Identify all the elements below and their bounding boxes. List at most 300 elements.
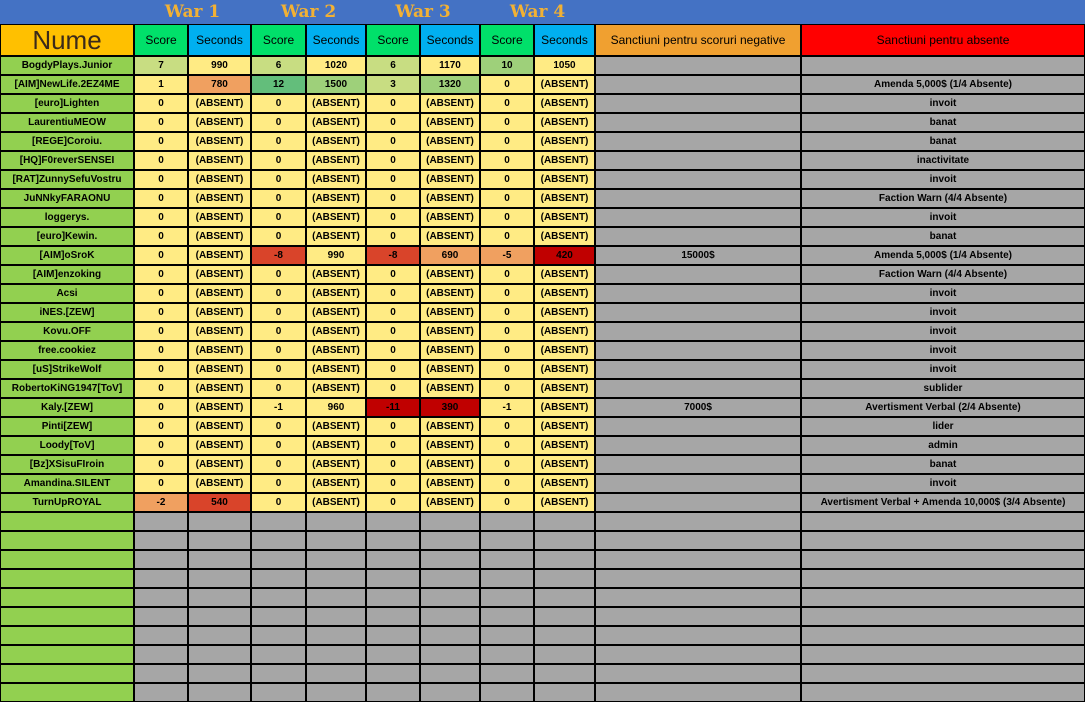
score-cell-war-4[interactable]: 0	[481, 171, 533, 188]
seconds-cell-war-2[interactable]: (ABSENT)	[307, 114, 365, 131]
neg-sanction-cell[interactable]	[596, 57, 800, 74]
abs-sanction-cell[interactable]: lider	[802, 418, 1084, 435]
score-cell-war-4[interactable]: 0	[481, 95, 533, 112]
neg-sanction-cell[interactable]	[596, 152, 800, 169]
score-cell-war-2[interactable]: 0	[252, 114, 305, 131]
empty-cell[interactable]	[535, 608, 594, 625]
empty-cell[interactable]	[135, 608, 187, 625]
empty-cell[interactable]	[252, 513, 305, 530]
seconds-cell-war-4[interactable]: (ABSENT)	[535, 456, 594, 473]
seconds-cell-war-4[interactable]: (ABSENT)	[535, 95, 594, 112]
neg-sanction-cell[interactable]: 15000$	[596, 247, 800, 264]
seconds-cell-war-2[interactable]: (ABSENT)	[307, 342, 365, 359]
empty-cell[interactable]	[802, 589, 1084, 606]
empty-cell[interactable]	[189, 513, 250, 530]
score-cell-war-3[interactable]: 0	[367, 114, 419, 131]
score-cell-war-2[interactable]: 0	[252, 171, 305, 188]
empty-cell[interactable]	[535, 646, 594, 663]
score-cell-war-3[interactable]: 0	[367, 456, 419, 473]
score-cell-war-3[interactable]: 0	[367, 418, 419, 435]
seconds-cell-war-1[interactable]: (ABSENT)	[189, 399, 250, 416]
score-cell-war-3[interactable]: 0	[367, 304, 419, 321]
seconds-cell-war-1[interactable]: (ABSENT)	[189, 152, 250, 169]
empty-cell[interactable]	[189, 665, 250, 682]
player-name[interactable]: loggerys.	[1, 209, 133, 226]
abs-sanction-cell[interactable]: Avertisment Verbal + Amenda 10,000$ (3/4 Absente)	[802, 494, 1084, 511]
score-cell-war-1[interactable]: 0	[135, 133, 187, 150]
score-cell-war-4[interactable]: 0	[481, 228, 533, 245]
header-seconds-war-3[interactable]: Seconds	[421, 25, 479, 55]
seconds-cell-war-1[interactable]: (ABSENT)	[189, 285, 250, 302]
seconds-cell-war-2[interactable]: (ABSENT)	[307, 361, 365, 378]
neg-sanction-cell[interactable]	[596, 437, 800, 454]
neg-sanction-cell[interactable]	[596, 228, 800, 245]
abs-sanction-cell[interactable]: Avertisment Verbal (2/4 Absente)	[802, 399, 1084, 416]
neg-sanction-cell[interactable]	[596, 76, 800, 93]
empty-cell[interactable]	[596, 570, 800, 587]
seconds-cell-war-2[interactable]: 990	[307, 247, 365, 264]
score-cell-war-2[interactable]: 0	[252, 323, 305, 340]
empty-cell[interactable]	[421, 627, 479, 644]
score-cell-war-3[interactable]: 0	[367, 361, 419, 378]
score-cell-war-4[interactable]: 10	[481, 57, 533, 74]
score-cell-war-3[interactable]: -11	[367, 399, 419, 416]
empty-cell[interactable]	[135, 684, 187, 701]
abs-sanction-cell[interactable]: inactivitate	[802, 152, 1084, 169]
empty-cell[interactable]	[802, 627, 1084, 644]
score-cell-war-2[interactable]: 0	[252, 456, 305, 473]
empty-cell[interactable]	[596, 589, 800, 606]
neg-sanction-cell[interactable]	[596, 380, 800, 397]
abs-sanction-cell[interactable]: Faction Warn (4/4 Absente)	[802, 190, 1084, 207]
empty-name-cell[interactable]	[1, 513, 133, 530]
empty-name-cell[interactable]	[1, 684, 133, 701]
score-cell-war-1[interactable]: 0	[135, 190, 187, 207]
seconds-cell-war-1[interactable]: (ABSENT)	[189, 228, 250, 245]
empty-cell[interactable]	[535, 570, 594, 587]
abs-sanction-cell[interactable]: banat	[802, 228, 1084, 245]
seconds-cell-war-2[interactable]: 1020	[307, 57, 365, 74]
empty-cell[interactable]	[367, 532, 419, 549]
empty-cell[interactable]	[307, 627, 365, 644]
score-cell-war-2[interactable]: 0	[252, 380, 305, 397]
seconds-cell-war-4[interactable]: (ABSENT)	[535, 209, 594, 226]
empty-cell[interactable]	[367, 684, 419, 701]
seconds-cell-war-4[interactable]: (ABSENT)	[535, 361, 594, 378]
score-cell-war-1[interactable]: 1	[135, 76, 187, 93]
seconds-cell-war-3[interactable]: (ABSENT)	[421, 494, 479, 511]
empty-cell[interactable]	[135, 646, 187, 663]
score-cell-war-4[interactable]: 0	[481, 418, 533, 435]
seconds-cell-war-4[interactable]: (ABSENT)	[535, 133, 594, 150]
seconds-cell-war-4[interactable]: (ABSENT)	[535, 228, 594, 245]
seconds-cell-war-4[interactable]: (ABSENT)	[535, 304, 594, 321]
score-cell-war-1[interactable]: 0	[135, 247, 187, 264]
empty-name-cell[interactable]	[1, 551, 133, 568]
abs-sanction-cell[interactable]: Amenda 5,000$ (1/4 Absente)	[802, 247, 1084, 264]
empty-cell[interactable]	[802, 665, 1084, 682]
player-name[interactable]: [uS]StrikeWolf	[1, 361, 133, 378]
empty-name-cell[interactable]	[1, 570, 133, 587]
seconds-cell-war-3[interactable]: (ABSENT)	[421, 475, 479, 492]
seconds-cell-war-2[interactable]: (ABSENT)	[307, 494, 365, 511]
seconds-cell-war-2[interactable]: (ABSENT)	[307, 323, 365, 340]
player-name[interactable]: Amandina.SILENT	[1, 475, 133, 492]
header-score-war-2[interactable]: Score	[252, 25, 305, 55]
seconds-cell-war-3[interactable]: 1320	[421, 76, 479, 93]
empty-cell[interactable]	[252, 627, 305, 644]
empty-cell[interactable]	[135, 665, 187, 682]
empty-cell[interactable]	[802, 570, 1084, 587]
seconds-cell-war-3[interactable]: 690	[421, 247, 479, 264]
score-cell-war-4[interactable]: 0	[481, 133, 533, 150]
seconds-cell-war-2[interactable]: (ABSENT)	[307, 266, 365, 283]
score-cell-war-1[interactable]: 0	[135, 285, 187, 302]
empty-cell[interactable]	[307, 570, 365, 587]
header-score-war-3[interactable]: Score	[367, 25, 419, 55]
empty-cell[interactable]	[596, 646, 800, 663]
score-cell-war-4[interactable]: 0	[481, 475, 533, 492]
empty-cell[interactable]	[535, 665, 594, 682]
seconds-cell-war-4[interactable]: (ABSENT)	[535, 266, 594, 283]
seconds-cell-war-1[interactable]: (ABSENT)	[189, 475, 250, 492]
score-cell-war-4[interactable]: 0	[481, 380, 533, 397]
seconds-cell-war-1[interactable]: 990	[189, 57, 250, 74]
header-seconds-war-2[interactable]: Seconds	[307, 25, 365, 55]
header-neg-sanctions[interactable]: Sanctiuni pentru scoruri negative	[596, 25, 800, 55]
empty-cell[interactable]	[481, 589, 533, 606]
empty-name-cell[interactable]	[1, 665, 133, 682]
seconds-cell-war-4[interactable]: (ABSENT)	[535, 171, 594, 188]
seconds-cell-war-4[interactable]: 420	[535, 247, 594, 264]
abs-sanction-cell[interactable]: invoit	[802, 285, 1084, 302]
empty-cell[interactable]	[189, 589, 250, 606]
score-cell-war-3[interactable]: 0	[367, 133, 419, 150]
score-cell-war-4[interactable]: 0	[481, 342, 533, 359]
score-cell-war-2[interactable]: 0	[252, 190, 305, 207]
empty-cell[interactable]	[421, 589, 479, 606]
empty-cell[interactable]	[481, 608, 533, 625]
empty-cell[interactable]	[307, 513, 365, 530]
player-name[interactable]: [AIM]NewLife.2EZ4ME	[1, 76, 133, 93]
seconds-cell-war-2[interactable]: (ABSENT)	[307, 228, 365, 245]
score-cell-war-4[interactable]: 0	[481, 437, 533, 454]
empty-cell[interactable]	[252, 665, 305, 682]
score-cell-war-1[interactable]: 0	[135, 209, 187, 226]
score-cell-war-3[interactable]: 0	[367, 228, 419, 245]
empty-cell[interactable]	[596, 608, 800, 625]
score-cell-war-4[interactable]: -1	[481, 399, 533, 416]
seconds-cell-war-1[interactable]: (ABSENT)	[189, 323, 250, 340]
header-abs-sanctions[interactable]: Sanctiuni pentru absente	[802, 25, 1084, 55]
seconds-cell-war-1[interactable]: (ABSENT)	[189, 304, 250, 321]
score-cell-war-2[interactable]: 0	[252, 342, 305, 359]
seconds-cell-war-4[interactable]: (ABSENT)	[535, 380, 594, 397]
neg-sanction-cell[interactable]	[596, 266, 800, 283]
empty-cell[interactable]	[252, 608, 305, 625]
neg-sanction-cell[interactable]	[596, 209, 800, 226]
empty-cell[interactable]	[367, 665, 419, 682]
score-cell-war-2[interactable]: -8	[252, 247, 305, 264]
seconds-cell-war-3[interactable]: (ABSENT)	[421, 285, 479, 302]
seconds-cell-war-4[interactable]: (ABSENT)	[535, 418, 594, 435]
score-cell-war-1[interactable]: 0	[135, 380, 187, 397]
score-cell-war-1[interactable]: 0	[135, 361, 187, 378]
empty-cell[interactable]	[535, 513, 594, 530]
abs-sanction-cell[interactable]: Faction Warn (4/4 Absente)	[802, 266, 1084, 283]
player-name[interactable]: iNES.[ZEW]	[1, 304, 133, 321]
seconds-cell-war-3[interactable]: (ABSENT)	[421, 209, 479, 226]
empty-cell[interactable]	[535, 627, 594, 644]
empty-cell[interactable]	[421, 646, 479, 663]
score-cell-war-2[interactable]: 0	[252, 304, 305, 321]
abs-sanction-cell[interactable]: admin	[802, 437, 1084, 454]
score-cell-war-4[interactable]: 0	[481, 456, 533, 473]
score-cell-war-1[interactable]: 7	[135, 57, 187, 74]
seconds-cell-war-3[interactable]: (ABSENT)	[421, 133, 479, 150]
score-cell-war-4[interactable]: 0	[481, 76, 533, 93]
neg-sanction-cell[interactable]	[596, 171, 800, 188]
empty-cell[interactable]	[307, 646, 365, 663]
seconds-cell-war-1[interactable]: (ABSENT)	[189, 190, 250, 207]
score-cell-war-3[interactable]: 0	[367, 209, 419, 226]
seconds-cell-war-2[interactable]: (ABSENT)	[307, 418, 365, 435]
player-name[interactable]: [Bz]XSisuFIroin	[1, 456, 133, 473]
seconds-cell-war-3[interactable]: (ABSENT)	[421, 152, 479, 169]
seconds-cell-war-4[interactable]: (ABSENT)	[535, 285, 594, 302]
seconds-cell-war-3[interactable]: (ABSENT)	[421, 380, 479, 397]
empty-cell[interactable]	[421, 570, 479, 587]
score-cell-war-1[interactable]: 0	[135, 228, 187, 245]
player-name[interactable]: JuNNkyFARAONU	[1, 190, 133, 207]
empty-cell[interactable]	[596, 627, 800, 644]
empty-cell[interactable]	[596, 665, 800, 682]
neg-sanction-cell[interactable]	[596, 114, 800, 131]
empty-cell[interactable]	[481, 570, 533, 587]
score-cell-war-1[interactable]: -2	[135, 494, 187, 511]
score-cell-war-2[interactable]: 0	[252, 418, 305, 435]
abs-sanction-cell[interactable]: banat	[802, 114, 1084, 131]
score-cell-war-2[interactable]: 12	[252, 76, 305, 93]
empty-cell[interactable]	[802, 684, 1084, 701]
neg-sanction-cell[interactable]	[596, 361, 800, 378]
empty-cell[interactable]	[367, 646, 419, 663]
header-score-war-4[interactable]: Score	[481, 25, 533, 55]
score-cell-war-4[interactable]: 0	[481, 494, 533, 511]
score-cell-war-2[interactable]: -1	[252, 399, 305, 416]
seconds-cell-war-4[interactable]: (ABSENT)	[535, 323, 594, 340]
empty-cell[interactable]	[421, 608, 479, 625]
score-cell-war-2[interactable]: 6	[252, 57, 305, 74]
empty-cell[interactable]	[135, 532, 187, 549]
seconds-cell-war-4[interactable]: (ABSENT)	[535, 437, 594, 454]
neg-sanction-cell[interactable]	[596, 285, 800, 302]
neg-sanction-cell[interactable]	[596, 418, 800, 435]
header-seconds-war-1[interactable]: Seconds	[189, 25, 250, 55]
empty-cell[interactable]	[481, 513, 533, 530]
seconds-cell-war-3[interactable]: (ABSENT)	[421, 114, 479, 131]
score-cell-war-4[interactable]: 0	[481, 152, 533, 169]
empty-cell[interactable]	[189, 551, 250, 568]
seconds-cell-war-1[interactable]: 780	[189, 76, 250, 93]
abs-sanction-cell[interactable]: invoit	[802, 304, 1084, 321]
player-name[interactable]: Pinti[ZEW]	[1, 418, 133, 435]
score-cell-war-2[interactable]: 0	[252, 95, 305, 112]
score-cell-war-1[interactable]: 0	[135, 152, 187, 169]
empty-cell[interactable]	[367, 570, 419, 587]
seconds-cell-war-1[interactable]: (ABSENT)	[189, 266, 250, 283]
header-score-war-1[interactable]: Score	[135, 25, 187, 55]
empty-cell[interactable]	[421, 665, 479, 682]
empty-cell[interactable]	[307, 532, 365, 549]
score-cell-war-1[interactable]: 0	[135, 418, 187, 435]
player-name[interactable]: BogdyPlays.Junior	[1, 57, 133, 74]
score-cell-war-3[interactable]: 0	[367, 190, 419, 207]
neg-sanction-cell[interactable]	[596, 494, 800, 511]
empty-cell[interactable]	[481, 646, 533, 663]
empty-cell[interactable]	[135, 570, 187, 587]
score-cell-war-4[interactable]: 0	[481, 209, 533, 226]
seconds-cell-war-4[interactable]: (ABSENT)	[535, 475, 594, 492]
empty-cell[interactable]	[421, 532, 479, 549]
score-cell-war-3[interactable]: 0	[367, 380, 419, 397]
score-cell-war-1[interactable]: 0	[135, 114, 187, 131]
seconds-cell-war-3[interactable]: 390	[421, 399, 479, 416]
empty-cell[interactable]	[802, 551, 1084, 568]
abs-sanction-cell[interactable]: banat	[802, 133, 1084, 150]
empty-name-cell[interactable]	[1, 532, 133, 549]
abs-sanction-cell[interactable]: invoit	[802, 95, 1084, 112]
score-cell-war-2[interactable]: 0	[252, 228, 305, 245]
score-cell-war-1[interactable]: 0	[135, 475, 187, 492]
empty-cell[interactable]	[252, 551, 305, 568]
empty-cell[interactable]	[307, 684, 365, 701]
player-name[interactable]: Loody[ToV]	[1, 437, 133, 454]
score-cell-war-3[interactable]: 3	[367, 76, 419, 93]
score-cell-war-3[interactable]: 0	[367, 285, 419, 302]
seconds-cell-war-2[interactable]: 1500	[307, 76, 365, 93]
empty-cell[interactable]	[596, 551, 800, 568]
score-cell-war-1[interactable]: 0	[135, 304, 187, 321]
score-cell-war-1[interactable]: 0	[135, 399, 187, 416]
score-cell-war-1[interactable]: 0	[135, 266, 187, 283]
player-name[interactable]: TurnUpROYAL	[1, 494, 133, 511]
empty-cell[interactable]	[135, 513, 187, 530]
empty-cell[interactable]	[535, 551, 594, 568]
empty-cell[interactable]	[802, 608, 1084, 625]
seconds-cell-war-4[interactable]: (ABSENT)	[535, 494, 594, 511]
seconds-cell-war-3[interactable]: (ABSENT)	[421, 304, 479, 321]
empty-cell[interactable]	[189, 608, 250, 625]
abs-sanction-cell[interactable]: invoit	[802, 171, 1084, 188]
empty-cell[interactable]	[481, 532, 533, 549]
neg-sanction-cell[interactable]: 7000$	[596, 399, 800, 416]
score-cell-war-3[interactable]: 0	[367, 266, 419, 283]
empty-cell[interactable]	[367, 551, 419, 568]
score-cell-war-4[interactable]: 0	[481, 266, 533, 283]
seconds-cell-war-2[interactable]: (ABSENT)	[307, 437, 365, 454]
seconds-cell-war-3[interactable]: (ABSENT)	[421, 361, 479, 378]
player-name[interactable]: Kovu.OFF	[1, 323, 133, 340]
score-cell-war-3[interactable]: 6	[367, 57, 419, 74]
player-name[interactable]: Kaly.[ZEW]	[1, 399, 133, 416]
seconds-cell-war-1[interactable]: (ABSENT)	[189, 380, 250, 397]
score-cell-war-3[interactable]: 0	[367, 171, 419, 188]
seconds-cell-war-2[interactable]: (ABSENT)	[307, 456, 365, 473]
seconds-cell-war-1[interactable]: (ABSENT)	[189, 209, 250, 226]
score-cell-war-2[interactable]: 0	[252, 475, 305, 492]
seconds-cell-war-1[interactable]: (ABSENT)	[189, 114, 250, 131]
seconds-cell-war-3[interactable]: (ABSENT)	[421, 342, 479, 359]
empty-cell[interactable]	[421, 551, 479, 568]
seconds-cell-war-2[interactable]: (ABSENT)	[307, 133, 365, 150]
player-name[interactable]: [euro]Kewin.	[1, 228, 133, 245]
score-cell-war-3[interactable]: 0	[367, 323, 419, 340]
player-name[interactable]: Acsi	[1, 285, 133, 302]
empty-name-cell[interactable]	[1, 627, 133, 644]
seconds-cell-war-4[interactable]: (ABSENT)	[535, 190, 594, 207]
seconds-cell-war-4[interactable]: (ABSENT)	[535, 342, 594, 359]
score-cell-war-1[interactable]: 0	[135, 342, 187, 359]
seconds-cell-war-3[interactable]: (ABSENT)	[421, 171, 479, 188]
score-cell-war-2[interactable]: 0	[252, 209, 305, 226]
score-cell-war-1[interactable]: 0	[135, 95, 187, 112]
empty-cell[interactable]	[189, 532, 250, 549]
seconds-cell-war-1[interactable]: (ABSENT)	[189, 437, 250, 454]
abs-sanction-cell[interactable]: banat	[802, 456, 1084, 473]
neg-sanction-cell[interactable]	[596, 190, 800, 207]
empty-name-cell[interactable]	[1, 646, 133, 663]
seconds-cell-war-2[interactable]: (ABSENT)	[307, 190, 365, 207]
player-name[interactable]: free.cookiez	[1, 342, 133, 359]
empty-cell[interactable]	[189, 684, 250, 701]
seconds-cell-war-4[interactable]: 1050	[535, 57, 594, 74]
seconds-cell-war-1[interactable]: (ABSENT)	[189, 133, 250, 150]
empty-cell[interactable]	[481, 665, 533, 682]
empty-cell[interactable]	[135, 627, 187, 644]
seconds-cell-war-1[interactable]: (ABSENT)	[189, 418, 250, 435]
seconds-cell-war-2[interactable]: (ABSENT)	[307, 171, 365, 188]
neg-sanction-cell[interactable]	[596, 342, 800, 359]
neg-sanction-cell[interactable]	[596, 133, 800, 150]
score-cell-war-1[interactable]: 0	[135, 323, 187, 340]
seconds-cell-war-4[interactable]: (ABSENT)	[535, 114, 594, 131]
abs-sanction-cell[interactable]	[802, 57, 1084, 74]
empty-cell[interactable]	[535, 589, 594, 606]
seconds-cell-war-2[interactable]: (ABSENT)	[307, 152, 365, 169]
score-cell-war-3[interactable]: 0	[367, 342, 419, 359]
seconds-cell-war-2[interactable]: (ABSENT)	[307, 209, 365, 226]
empty-cell[interactable]	[481, 627, 533, 644]
seconds-cell-war-2[interactable]: (ABSENT)	[307, 475, 365, 492]
score-cell-war-2[interactable]: 0	[252, 133, 305, 150]
empty-cell[interactable]	[367, 627, 419, 644]
neg-sanction-cell[interactable]	[596, 95, 800, 112]
score-cell-war-4[interactable]: 0	[481, 323, 533, 340]
empty-cell[interactable]	[252, 684, 305, 701]
seconds-cell-war-2[interactable]: 960	[307, 399, 365, 416]
empty-cell[interactable]	[307, 551, 365, 568]
score-cell-war-3[interactable]: 0	[367, 437, 419, 454]
player-name[interactable]: [AIM]enzoking	[1, 266, 133, 283]
score-cell-war-2[interactable]: 0	[252, 494, 305, 511]
player-name[interactable]: RobertoKiNG1947[ToV]	[1, 380, 133, 397]
empty-cell[interactable]	[189, 646, 250, 663]
empty-cell[interactable]	[481, 551, 533, 568]
empty-cell[interactable]	[189, 570, 250, 587]
seconds-cell-war-1[interactable]: (ABSENT)	[189, 247, 250, 264]
seconds-cell-war-2[interactable]: (ABSENT)	[307, 285, 365, 302]
